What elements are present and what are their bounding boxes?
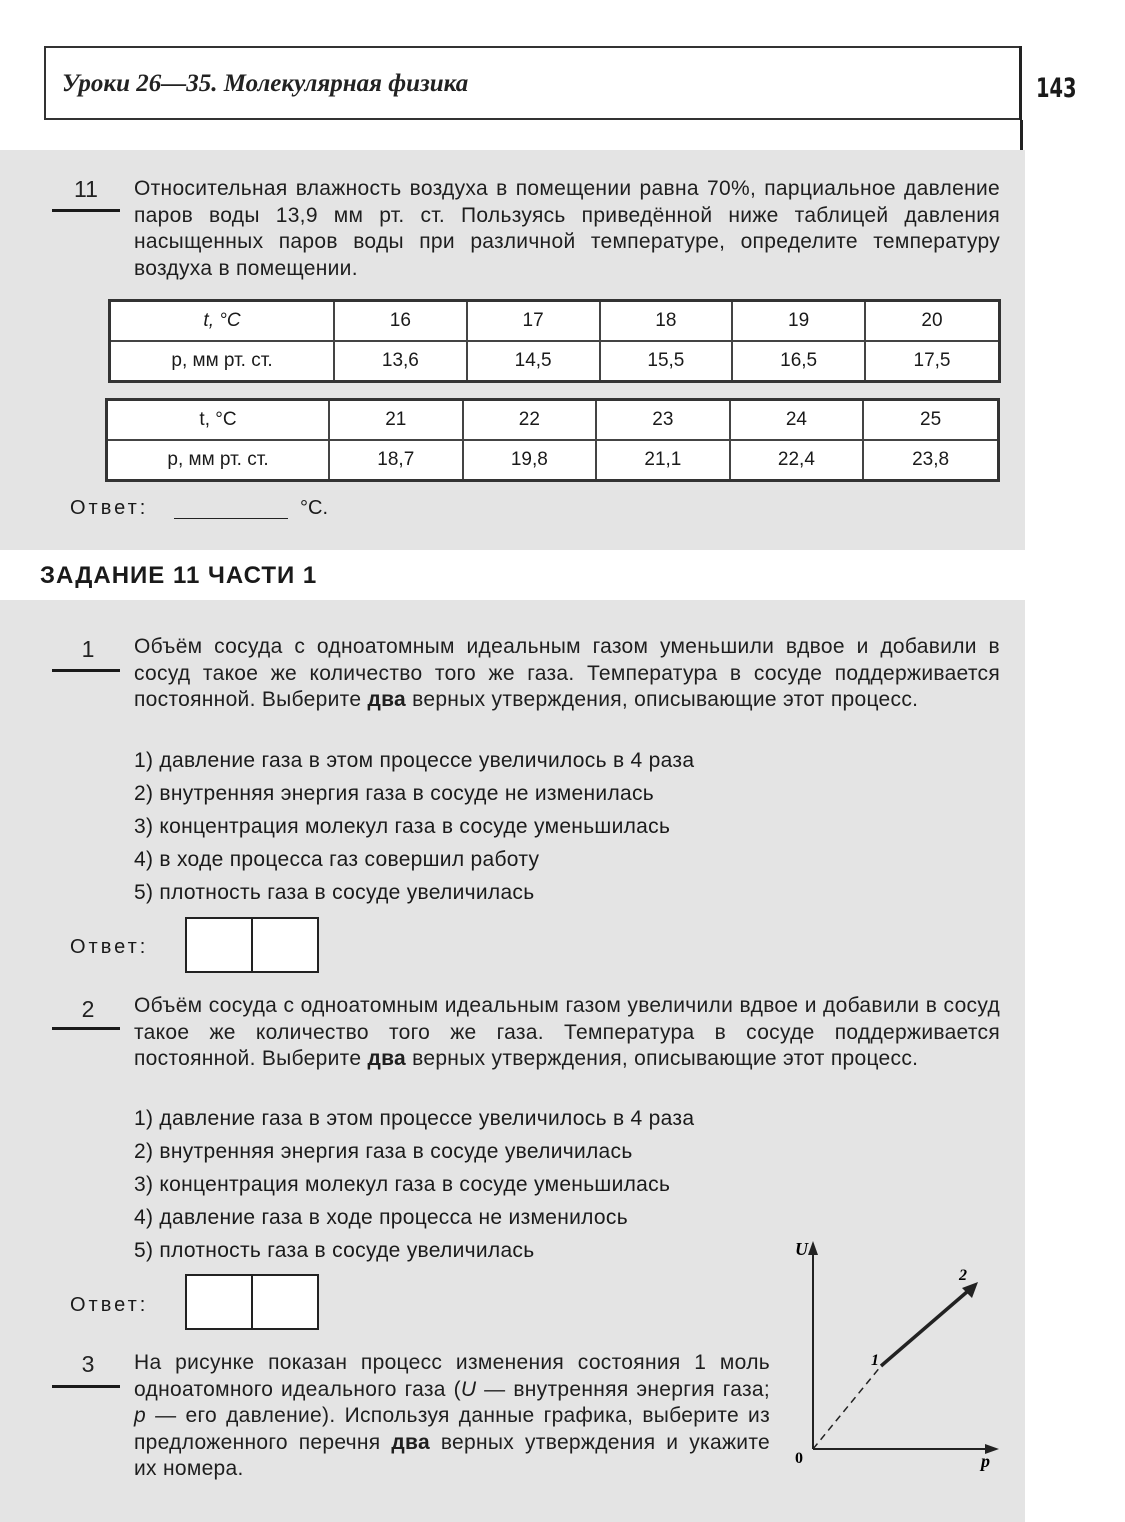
question-2-text xyxy=(134,993,1000,1073)
question-text: — внутренняя энергия газа; xyxy=(476,1377,770,1401)
row-label-p: p, мм рт. ст. xyxy=(110,341,335,382)
emphasis-two: два xyxy=(367,1047,406,1070)
option-2: 2) внутренняя энергия газа в сосуде увеличилась xyxy=(134,1140,633,1163)
table-cell: 15,5 xyxy=(600,341,733,382)
table-cell: 22,4 xyxy=(730,440,864,481)
table-cell: 16,5 xyxy=(732,341,865,382)
option-3: 3) концентрация молекул газа в сосуде уменьшилась xyxy=(134,1173,671,1196)
table-row xyxy=(110,341,1000,382)
x-axis-label: p xyxy=(981,1451,990,1471)
table-cell: 25 xyxy=(863,400,998,441)
row-label-t: t, °C xyxy=(110,301,335,342)
answer-label: Ответ: xyxy=(70,497,149,519)
question-text: Объём сосуда с одноатомным идеальным газом уменьшили вдвое и добавили в сосуд такое же количество того же газа. Температура в сосуде поддерживается постоянной. Выберите xyxy=(134,635,1000,711)
option-5: 5) плотность газа в сосуде увеличилась xyxy=(134,1239,535,1262)
answer-cell-2[interactable] xyxy=(253,1276,317,1328)
pressure-table-2 xyxy=(105,398,1000,482)
symbol-u: U xyxy=(460,1377,477,1401)
table-cell: 18,7 xyxy=(329,440,463,481)
answer-boxes xyxy=(185,917,319,973)
question-text: верных утверждения, описывающие этот процесс. xyxy=(405,1047,919,1070)
extrapolation-line xyxy=(813,1366,881,1449)
answer-cell-1[interactable] xyxy=(187,1276,253,1328)
question-1-options xyxy=(134,744,694,909)
process-line xyxy=(881,1291,968,1366)
table-cell: 23 xyxy=(596,400,730,441)
answer-unit: °C. xyxy=(300,497,328,519)
page-title: Уроки 26—35. Молекулярная физика xyxy=(62,70,469,97)
table-row xyxy=(107,440,999,481)
origin-label: 0 xyxy=(795,1450,803,1467)
question-text: — его давление). Используя данные графика, выберите из предложенного перечня xyxy=(134,1404,770,1454)
question-text: На рисунке показан процесс изменения состояния 1 моль одноатомного идеального газа ( xyxy=(134,1351,770,1401)
option-2: 2) внутренняя энергия газа в сосуде не изменилась xyxy=(134,782,655,805)
task-number: 2 xyxy=(81,996,95,1022)
option-1: 1) давление газа в этом процессе увеличилось в 4 раза xyxy=(134,1107,695,1130)
table-cell: 23,8 xyxy=(863,440,998,481)
question-1-text xyxy=(134,634,1000,714)
question-2-options xyxy=(134,1102,694,1267)
task-11-text: Относительная влажность воздуха в помещении равна 70%, парциальное давление паров воды 13,9 мм рт. ст. Пользуясь приведённой ниже таблицей давления насыщенных паров воды при различной температуре, определите температуру воздуха в помещении. xyxy=(134,177,1000,280)
point-2-label: 2 xyxy=(959,1267,967,1284)
answer-label: Ответ: xyxy=(70,1294,149,1316)
emphasis-two: два xyxy=(391,1430,430,1454)
answer-label: Ответ: xyxy=(70,936,149,958)
row-label-t: t, °C xyxy=(107,400,330,441)
pressure-table-1 xyxy=(108,299,1001,383)
question-text: Объём сосуда с одноатомным идеальным газом увеличили вдвое и добавили в сосуд такое же количество того же газа. Температура в сосуде поддерживается постоянной. Выберите xyxy=(134,994,1000,1070)
task-marker-line xyxy=(52,1385,120,1388)
question-text: верных утверждения, описывающие этот процесс. xyxy=(405,688,919,711)
y-axis-arrow xyxy=(808,1241,818,1255)
table-row xyxy=(110,301,1000,342)
section-title: ЗАДАНИЕ 11 ЧАСТИ 1 xyxy=(40,562,318,589)
task-number: 3 xyxy=(81,1351,95,1377)
table-row xyxy=(107,400,999,441)
task-number: 1 xyxy=(81,636,95,662)
row-label-p: p, мм рт. ст. xyxy=(107,440,330,481)
table-cell: 18 xyxy=(600,301,733,342)
answer-blank[interactable] xyxy=(174,496,288,519)
table-cell: 21,1 xyxy=(596,440,730,481)
table-cell: 19,8 xyxy=(463,440,597,481)
page-number: 143 xyxy=(1036,73,1077,104)
question-3-text xyxy=(134,1350,770,1483)
table-cell: 17,5 xyxy=(865,341,1000,382)
point-1-label: 1 xyxy=(871,1352,879,1369)
answer-boxes xyxy=(185,1274,319,1330)
table-cell: 22 xyxy=(463,400,597,441)
y-axis-label: U xyxy=(795,1239,808,1259)
table-cell: 13,6 xyxy=(334,341,467,382)
option-5: 5) плотность газа в сосуде увеличилась xyxy=(134,881,535,904)
answer-cell-1[interactable] xyxy=(187,919,253,971)
table-cell: 20 xyxy=(865,301,1000,342)
question-text: верных утверждения и укажите их номера. xyxy=(134,1430,770,1480)
answer-cell-2[interactable] xyxy=(253,919,317,971)
symbol-p: p xyxy=(134,1404,146,1427)
option-1: 1) давление газа в этом процессе увеличилось в 4 раза xyxy=(134,749,695,772)
u-p-graph xyxy=(785,1235,1010,1475)
option-3: 3) концентрация молекул газа в сосуде уменьшилась xyxy=(134,815,671,838)
option-4: 4) давление газа в ходе процесса не изменилось xyxy=(134,1206,628,1229)
emphasis-two: два xyxy=(367,688,406,711)
table-cell: 16 xyxy=(334,301,467,342)
option-4: 4) в ходе процесса газ совершил работу xyxy=(134,848,540,871)
table-cell: 21 xyxy=(329,400,463,441)
table-cell: 19 xyxy=(732,301,865,342)
task-marker-line xyxy=(52,669,120,672)
table-cell: 17 xyxy=(467,301,600,342)
task-number: 11 xyxy=(74,176,98,202)
table-cell: 14,5 xyxy=(467,341,600,382)
task-marker-line xyxy=(52,1027,120,1030)
table-cell: 24 xyxy=(730,400,864,441)
task-marker-line xyxy=(52,209,120,212)
